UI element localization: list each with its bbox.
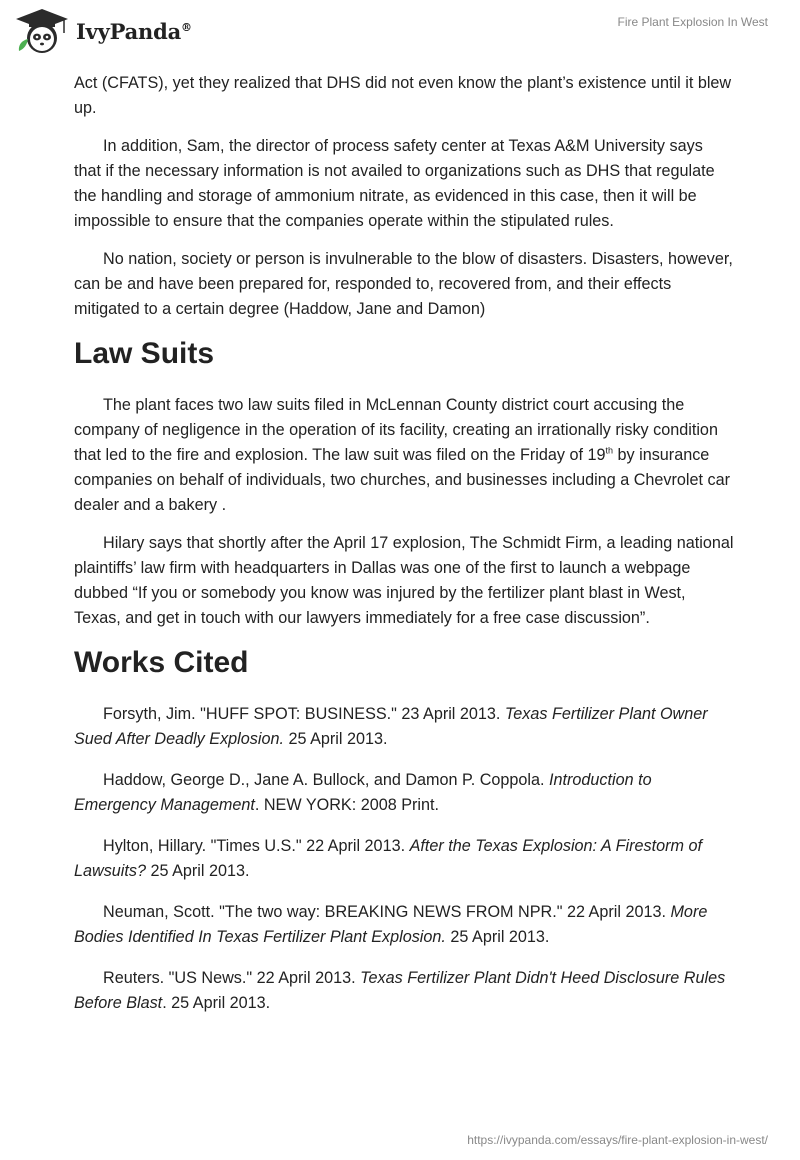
paragraph: Hilary says that shortly after the April 17 explosion, The Schmidt Firm, a leading national plaintiffs’ law firm with headquarters in Dallas was one of the first to launch a webpage dubbed “If you or somebody you know was injured by the fertilizer plant blast in West, Texas, and get in touch with our lawyers immediately for a free case discussion”. [74, 534, 734, 627]
section-heading-works-cited: Works Cited [74, 646, 249, 679]
citation: Haddow, George D., Jane A. Bullock, and Damon P. Coppola. Introduction to Emergency Management. NEW YORK: 2008 Print. [74, 771, 652, 814]
source-url[interactable]: https://ivypanda.com/essays/fire-plant-explosion-in-west/ [467, 1133, 768, 1147]
citation: Hylton, Hillary. "Times U.S." 22 April 2013. After the Texas Explosion: A Firestorm of Lawsuits? 25 April 2013. [74, 837, 702, 880]
citation: Reuters. "US News." 22 April 2013. Texas Fertilizer Plant Didn't Heed Disclosure Rules Before Blast. 25 April 2013. [74, 969, 726, 1012]
citation: Neuman, Scott. "The two way: BREAKING NEWS FROM NPR." 22 April 2013. More Bodies Identified In Texas Fertilizer Plant Explosion. 25 April 2013. [74, 903, 708, 946]
paragraph: Act (CFATS), yet they realized that DHS did not even know the plant’s existence until it blew up. [74, 74, 732, 117]
paragraph: In addition, Sam, the director of process safety center at Texas A&M University says that if the necessary information is not availed to organizations such as DHS that regulate the handling and storage of ammonium nitrate, as evidenced in this case, then it will be impossible to ensure that the companies operate within the stipulated rules. [74, 137, 715, 230]
section-heading-law-suits: Law Suits [74, 337, 215, 370]
essay-content [74, 71, 734, 1032]
ivypanda-logo[interactable] [14, 7, 192, 55]
paragraph: No nation, society or person is invulnerable to the blow of disasters. Disasters, however, can be and have been prepared for, responded to, recovered from, and their effects mitigated to a certain degree (Haddow, Jane and Damon) [74, 250, 733, 318]
panda-graduate-icon [14, 7, 70, 55]
citation: Forsyth, Jim. "HUFF SPOT: BUSINESS." 23 April 2013. Texas Fertilizer Plant Owner Sued After Deadly Explosion. 25 April 2013. [74, 705, 708, 748]
page-header [0, 0, 800, 62]
brand-name: IvyPanda® [76, 18, 192, 44]
paragraph: The plant faces two law suits filed in McLennan County district court accusing the company of negligence in the operation of its facility, creating an irrationally risky condition that led to the fire and explosion. The law suit was filed on the Friday of 19th by insurance companies on behalf of individuals, two churches, and businesses including a Chevrolet car dealer and a bakery . [74, 396, 730, 514]
document-title: Fire Plant Explosion In West [617, 15, 768, 29]
